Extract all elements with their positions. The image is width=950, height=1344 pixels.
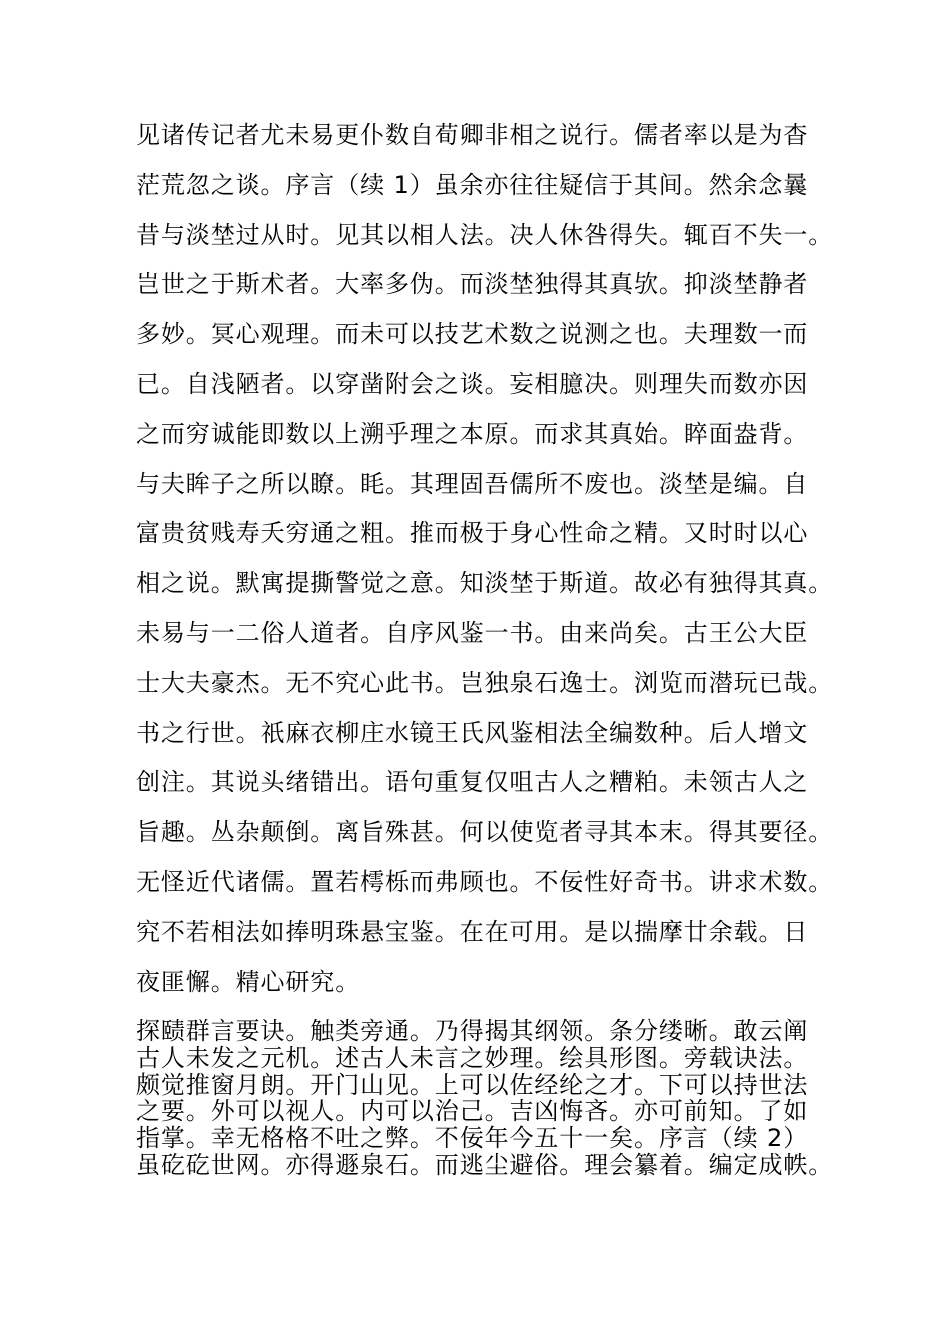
text-line: 创注。其说头绪错出。语句重复仅咀古人之糟粕。未领古人之 bbox=[136, 768, 809, 797]
text-line: 之要。外可以视人。内可以治己。吉凶悔吝。亦可前知。了如 bbox=[136, 1097, 809, 1126]
text-line: 夜匪懈。精心研究。 bbox=[136, 967, 361, 996]
text-line: 已。自浅陋者。以穿凿附会之谈。妄相臆决。则理失而数亦因 bbox=[136, 369, 809, 398]
paragraph-1 bbox=[136, 118, 836, 1014]
text-line: 茫荒忽之谈。序言（续 1）虽余亦往往疑信于其间。然余念曩 bbox=[136, 170, 809, 199]
text-line: 古人未发之元机。述古人未言之妙理。绘具形图。旁载诀法。 bbox=[136, 1043, 809, 1072]
text-line: 昔与淡埜过从时。见其以相人法。决人休咎得失。辄百不失一。 bbox=[136, 220, 834, 249]
text-line: 见诸传记者尤未易更仆数自荀卿非相之说行。儒者率以是为杳 bbox=[136, 121, 809, 149]
text-line: 究不若相法如捧明珠悬宝鉴。在在可用。是以揣摩廿余载。日 bbox=[136, 917, 809, 946]
text-line: 旨趣。丛杂颠倒。离旨殊甚。何以使览者寻其本末。得其要径。 bbox=[136, 818, 834, 847]
text-line: 虽矻矻世网。亦得遯泉石。而逃尘避俗。理会纂着。编定成帙。 bbox=[136, 1150, 834, 1179]
text-line: 指掌。幸无格格不吐之弊。不佞年今五十一矣。序言（续 2） bbox=[136, 1124, 809, 1153]
text-line: 富贵贫贱寿夭穷通之粗。推而极于身心性命之精。又时时以心 bbox=[136, 519, 809, 548]
text-line: 士大夫豪杰。无不究心此书。岂独泉石逸士。浏览而潜玩已哉。 bbox=[136, 668, 834, 697]
text-line: 探赜群言要诀。触类旁通。乃得揭其纲领。条分缕晰。敢云阐 bbox=[136, 1017, 809, 1045]
text-line: 与夫眸子之所以瞭。眊。其理固吾儒所不废也。淡埜是编。自 bbox=[136, 469, 809, 498]
text-line: 之而穷诚能即数以上溯乎理之本原。而求其真始。睟面盎背。 bbox=[136, 419, 809, 448]
text-line: 相之说。默寓提撕警觉之意。知淡埜于斯道。故必有独得其真。 bbox=[136, 569, 834, 598]
text-line: 岂世之于斯术者。大率多伪。而淡埜独得其真欤。抑淡埜静者 bbox=[136, 270, 809, 299]
text-line: 颇觉推窗月朗。开门山见。上可以佐经纶之才。下可以持世法 bbox=[136, 1070, 809, 1099]
text-line: 多妙。冥心观理。而未可以技艺术数之说测之也。夫理数一而 bbox=[136, 320, 809, 349]
text-line: 无怪近代诸儒。置若樗栎而弗顾也。不佞性好奇书。讲求术数。 bbox=[136, 867, 834, 896]
text-line: 书之行世。祇麻衣柳庄水镜王氏风鉴相法全编数种。后人增文 bbox=[136, 718, 809, 747]
paragraph-2 bbox=[136, 1016, 836, 1177]
text-line: 未易与一二俗人道者。自序风鉴一书。由来尚矣。古王公大臣 bbox=[136, 618, 809, 647]
